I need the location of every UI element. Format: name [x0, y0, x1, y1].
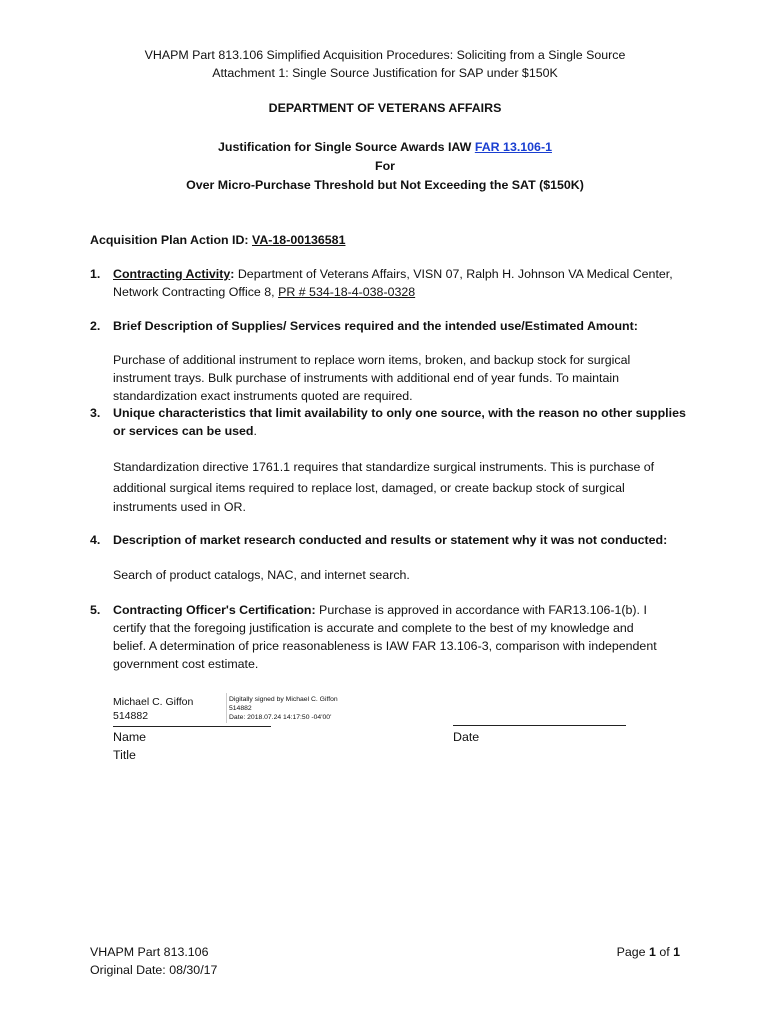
co-certification-text: Purchase is approved in accordance with FAR13.106-1(b). I	[315, 603, 647, 617]
signer-name-line-1: Michael C. Giffon	[113, 696, 194, 708]
title-line-2: For	[375, 159, 395, 173]
section-4-number: 4.	[90, 533, 101, 547]
name-label: Name	[113, 730, 147, 744]
page-number	[617, 944, 680, 961]
section-3-body-1: Standardization directive 1761.1 requires that standardize surgical instruments. This is purchase of	[113, 460, 655, 474]
co-certification-label: Contracting Officer's Certification:	[113, 603, 316, 617]
acq-plan-id	[90, 232, 345, 249]
section-2-body-3: standardization exact instruments quoted are required.	[113, 389, 413, 403]
acq-plan-value: VA-18-00136581	[252, 233, 346, 247]
header-line-1: VHAPM Part 813.106 Simplified Acquisition Procedures: Soliciting from a Single Source	[144, 48, 626, 62]
section-1-line-2	[113, 284, 693, 301]
header-line-2: Attachment 1: Single Source Justification for SAP under $150K	[212, 66, 558, 80]
signature-divider	[226, 693, 228, 723]
section-5-line-1	[113, 602, 693, 619]
section-5-line-4: government cost estimate.	[113, 657, 259, 671]
section-3-heading-end: .	[253, 424, 257, 438]
section-3-number: 3.	[90, 406, 101, 420]
footer-line-1: VHAPM Part 813.106	[90, 945, 209, 959]
section-3-body-2: additional surgical items required to replace lost, damaged, or create backup stock of surgical	[113, 481, 625, 495]
digital-signature-line-3: Date: 2018.07.24 14:17:50 -04'00'	[229, 714, 332, 721]
signer-name-line-2: 514882	[113, 710, 149, 722]
digital-signature-line-1: Digitally signed by Michael C. Giffon	[229, 696, 338, 703]
section-3-heading-2	[113, 423, 693, 440]
section-1-number: 1.	[90, 267, 101, 281]
digital-signature-text	[229, 695, 338, 722]
department-heading: DEPARTMENT OF VETERANS AFFAIRS	[268, 101, 502, 115]
contracting-activity-label: Contracting Activity	[113, 267, 231, 281]
section-5-number: 5.	[90, 603, 101, 617]
section-1-line-1	[113, 266, 693, 283]
title-line-3: Over Micro-Purchase Threshold but Not Exceeding the SAT ($150K)	[186, 178, 584, 192]
section-4-heading: Description of market research conducted and results or statement why it was not conducted:	[113, 533, 668, 547]
acq-plan-label: Acquisition Plan Action ID:	[90, 233, 252, 247]
section-3-body-3: instruments used in OR.	[113, 500, 246, 514]
title-label: Title	[113, 748, 136, 762]
section-2-body-2: instrument trays. Bulk purchase of instruments with additional end of year funds. To maintain	[113, 371, 619, 385]
pr-number: PR # 534-18-4-038-0328	[278, 285, 416, 299]
page-mid: of	[655, 945, 674, 959]
date-label: Date	[453, 730, 480, 744]
date-signature-line	[453, 725, 626, 726]
section-5-line-3: belief. A determination of price reasonableness is IAW FAR 13.106-3, comparison with independent	[113, 639, 657, 653]
contracting-office-text: Network Contracting Office 8,	[113, 285, 279, 299]
title-prefix: Justification for Single Source Awards IAW	[218, 140, 475, 154]
contracting-activity-colon: :	[230, 267, 235, 281]
footer-line-2: Original Date: 08/30/17	[90, 963, 218, 977]
page-current: 1	[648, 945, 656, 959]
section-5-line-2: certify that the foregoing justification is accurate and complete to the best of my knowledge and	[113, 621, 634, 635]
far-link[interactable]: FAR 13.106-1	[474, 140, 552, 154]
contracting-activity-text: Department of Veterans Affairs, VISN 07, Ralph H. Johnson VA Medical Center,	[234, 267, 673, 281]
section-2-heading: Brief Description of Supplies/ Services required and the intended use/Estimated Amount:	[113, 319, 638, 333]
section-3-heading-1: Unique characteristics that limit availability to only one source, with the reason no other supplies	[113, 406, 686, 420]
section-4-body: Search of product catalogs, NAC, and internet search.	[113, 568, 410, 582]
signer-name	[113, 695, 193, 723]
section-3-heading-2-text: or services can be used	[113, 424, 254, 438]
name-signature-line	[113, 726, 271, 727]
page-total: 1	[673, 945, 680, 959]
section-2-number: 2.	[90, 319, 101, 333]
digital-signature-line-2: 514882	[229, 705, 252, 712]
title-line-1	[0, 139, 770, 156]
section-2-body-1: Purchase of additional instrument to replace worn items, broken, and backup stock for surgical	[113, 353, 631, 367]
page-prefix: Page	[616, 945, 649, 959]
